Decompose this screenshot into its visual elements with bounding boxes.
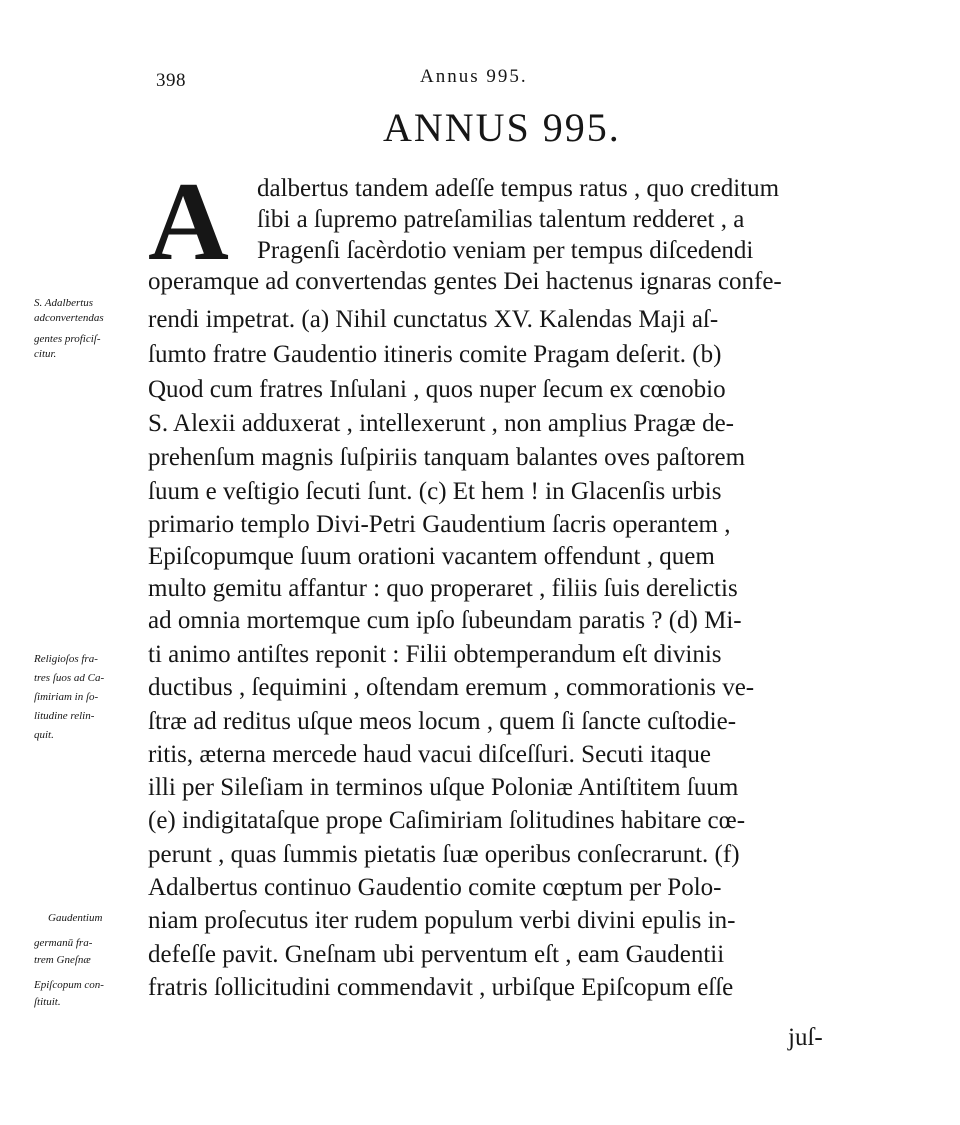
text-line: ritis, æterna mercede haud vacui diſceſſuri. Secuti itaque	[148, 741, 711, 768]
drop-cap: A	[148, 160, 229, 284]
text-line: illi per Sileſiam in terminos uſque Poloniæ Antiſtitem ſuum	[148, 774, 739, 801]
text-line: ſtræ ad reditus uſque meos locum , quem ſi ſancte cuſtodie-	[148, 708, 737, 735]
text-line: ſibi a ſupremo patreſamilias talentum redderet , a	[257, 206, 745, 233]
text-line: Epiſcopumque ſuum orationi vacantem offendunt , quem	[148, 543, 715, 570]
text-line: ad omnia mortemque cum ipſo ſubeundam paratis ? (d) Mi-	[148, 607, 742, 634]
margin-note: ſimiriam in ſo-	[34, 691, 99, 703]
margin-note: litudine relin-	[34, 710, 95, 722]
margin-note: quit.	[34, 729, 54, 741]
margin-note: tres ſuos ad Ca-	[34, 672, 105, 684]
text-line: (e) indigitataſque prope Caſimiriam ſolitudines habitare cœ-	[148, 807, 746, 834]
text-line: Adalbertus continuo Gaudentio comite cœptum per Polo-	[148, 874, 722, 901]
text-line: fratris ſollicitudini commendavit , urbiſque Epiſcopum eſſe	[148, 974, 734, 1001]
page-number: 398	[156, 70, 186, 91]
catchword: juſ-	[788, 1024, 823, 1051]
margin-note: Epiſcopum con-	[34, 979, 104, 991]
text-line: multo gemitu affantur : quo properaret , filiis ſuis derelictis	[148, 575, 738, 602]
margin-note: Religioſos fra-	[34, 653, 98, 665]
text-line: rendi impetrat. (a) Nihil cunctatus XV. Kalendas Maji aſ-	[148, 306, 719, 333]
margin-note: Gaudentium	[48, 912, 103, 924]
margin-note: trem Gneſnæ	[34, 954, 91, 966]
text-line: defeſſe pavit. Gneſnam ubi perventum eſt , eam Gaudentii	[148, 941, 725, 968]
margin-note: citur.	[34, 348, 57, 360]
text-line: ſuum e veſtigio ſecuti ſunt. (c) Et hem ! in Glacenſis urbis	[148, 478, 722, 505]
margin-note: S. Adalbertus	[34, 297, 94, 309]
text-line: primario templo Divi-Petri Gaudentium ſacris operantem ,	[148, 511, 731, 538]
text-line: dalbertus tandem adeſſe tempus ratus , quo creditum	[257, 175, 780, 202]
text-line: ductibus , ſequimini , oſtendam eremum , commorationis ve-	[148, 674, 755, 701]
text-line: niam proſecutus iter rudem populum verbi divini epulis in-	[148, 907, 736, 934]
text-line: Pragenſi ſacèrdotio veniam per tempus diſcedendi	[257, 237, 754, 264]
running-head: Annus 995.	[420, 66, 528, 87]
text-line: prehenſum magnis ſuſpiriis tanquam balantes oves paſtorem	[148, 444, 746, 471]
margin-note: germanū fra-	[34, 937, 93, 949]
text-line: perunt , quas ſummis pietatis ſuæ operibus conſecrarunt. (f)	[148, 841, 740, 868]
text-line: ti animo antiſtes reponit : Filii obtemperandum eſt divinis	[148, 641, 722, 668]
margin-note: adconvertendas	[34, 312, 104, 324]
text-line: Quod cum fratres Inſulani , quos nuper ſecum ex cœnobio	[148, 376, 726, 403]
text-line: ſumto fratre Gaudentio itineris comite Pragam deſerit. (b)	[148, 341, 722, 368]
text-line: operamque ad convertendas gentes Dei hactenus ignaras confe-	[148, 268, 782, 295]
text-line: S. Alexii adduxerat , intellexerunt , non amplius Pragæ de-	[148, 410, 734, 437]
margin-note: ſtituit.	[34, 996, 61, 1008]
margin-note: gentes proficiſ-	[34, 333, 101, 345]
section-title: ANNUS 995.	[383, 105, 621, 150]
